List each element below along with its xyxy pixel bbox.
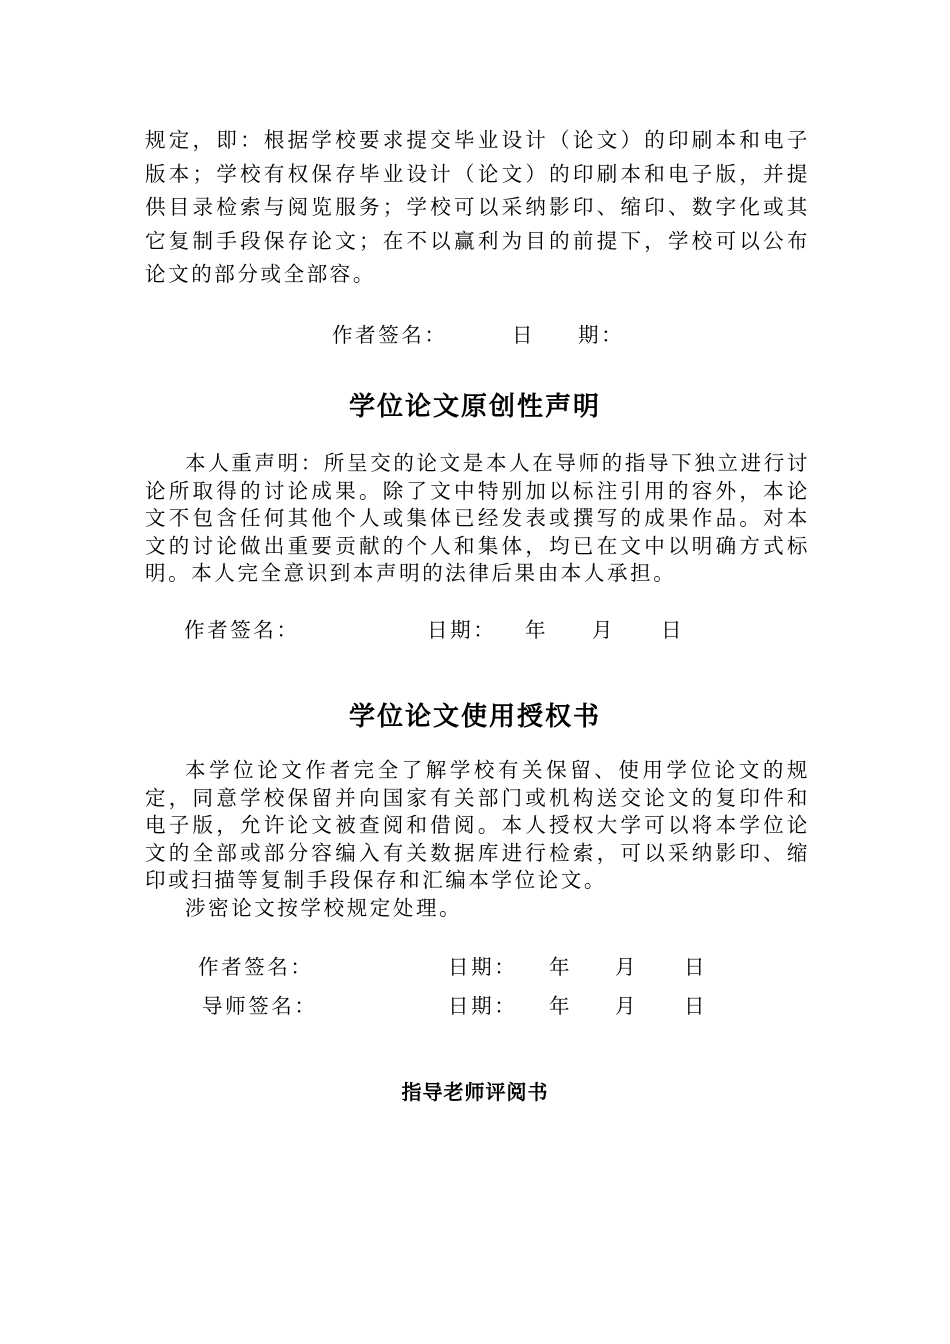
top-paragraph: 规定，即：根据学校要求提交毕业设计（论文）的印刷本和电子版本；学校有权保存毕业设计（论文）的印刷本和电子版，并提供目录检索与阅览服务；学校可以采纳影印、缩印、数字化或其它复制手段保存论文；在不以赢利为目的前提下，学校可以公布论文的部分或全部容。 [145,128,810,287]
top-date-label-a: 日 [512,323,536,347]
originality-body: 本人重声明：所呈交的论文是本人在导师的指导下独立进行讨论所取得的讨论成果。除了文中特别加以标注引用的容外，本论文不包含任何其他个人或集体已经发表或撰写的成果作品。对本文的讨论做出重要贡献的个人和集体，均已在文中以明确方式标明。本人完全意识到本声明的法律后果由本人承担。 [145,451,810,586]
secret-note: 涉密论文按学校规定处理。 [185,896,463,920]
authorization-advisor-label: 导师签名： [202,994,318,1018]
authorization-author-year-label: 年 [549,955,573,979]
authorization-advisor-date-label: 日期： [448,994,518,1018]
originality-author-label: 作者签名： [184,618,300,642]
originality-day-label: 日 [661,618,685,642]
authorization-author-month-label: 月 [615,955,639,979]
originality-date-label: 日期： [427,618,497,642]
authorization-author-day-label: 日 [684,955,708,979]
authorization-title: 学位论文使用授权书 [348,702,601,732]
authorization-advisor-year-label: 年 [549,994,573,1018]
authorization-advisor-day-label: 日 [684,994,708,1018]
review-title: 指导老师评阅书 [401,1080,549,1104]
top-date-label-b: 期： [578,323,625,347]
originality-month-label: 月 [592,618,616,642]
authorization-advisor-month-label: 月 [615,994,639,1018]
originality-title: 学位论文原创性声明 [348,392,601,422]
originality-year-label: 年 [525,618,549,642]
authorization-body: 本学位论文作者完全了解学校有关保留、使用学位论文的规定，同意学校保留并向国家有关部门或机构送交论文的复印件和电子版，允许论文被查阅和借阅。本人授权大学可以将本学位论文的全部或部分容编入有关数据库进行检索，可以采纳影印、缩印或扫描等复制手段保存和汇编本学位论文。 [145,758,810,893]
authorization-author-date-label: 日期： [448,955,518,979]
top-author-signature-label: 作者签名： [332,323,448,347]
authorization-author-label: 作者签名： [198,955,314,979]
